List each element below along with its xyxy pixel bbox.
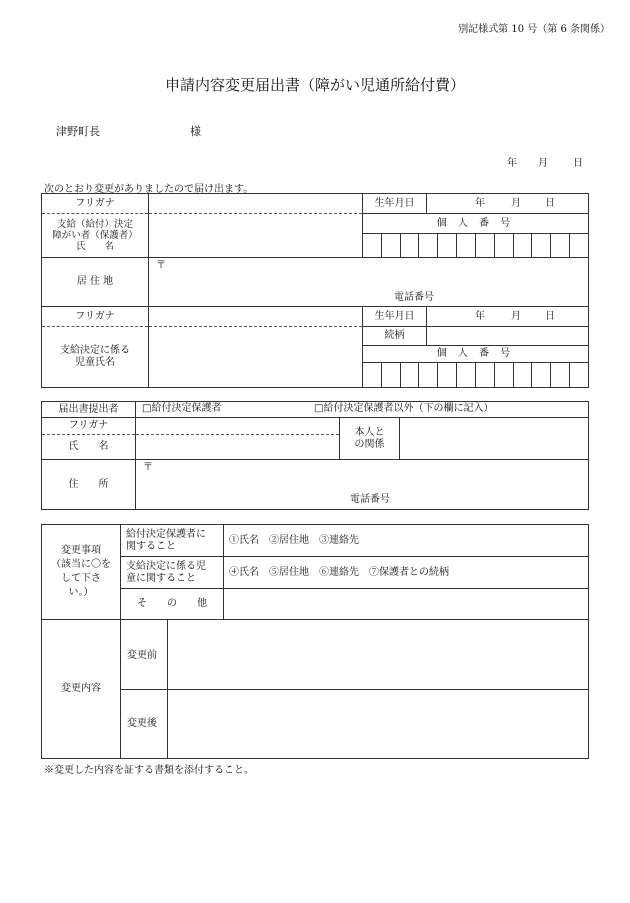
footnote: ※変更した内容を証する書類を添付すること。: [44, 765, 254, 776]
after-input[interactable]: [168, 690, 589, 759]
recipient-line1: 支給（給付）決定: [56, 219, 133, 230]
personal-number-label: 個 人 番 号: [363, 214, 589, 234]
guardian-line1: 給付決定保護者に: [126, 528, 206, 540]
address-label: 居 住 地: [42, 258, 149, 307]
submitter-furigana-label: フリガナ: [42, 418, 136, 435]
submitter-relation-label: [340, 418, 400, 460]
child-birth-input[interactable]: [427, 307, 589, 327]
addressee: 津野町長: [56, 125, 100, 138]
birth-label: 生年月日: [363, 194, 427, 214]
page-title: 申請内容変更届出書（障がい児通所給付費）: [164, 76, 465, 94]
child-name-label: [42, 327, 149, 388]
birth-input[interactable]: [427, 194, 589, 214]
recipient-line3: 氏 名: [75, 241, 114, 252]
phone-label: 電話番号: [394, 292, 434, 303]
submitter-options: [136, 402, 589, 418]
child-cat-line2: 童に関すること: [126, 572, 196, 584]
child-furigana-label: フリガナ: [42, 307, 149, 327]
change-items-line2: （該当に〇を: [51, 559, 111, 570]
submitter-name-input[interactable]: [136, 435, 340, 460]
after-label: 変更後: [121, 690, 168, 759]
other-label: そ の 他: [121, 589, 224, 620]
relation-line1: 本人と: [354, 426, 385, 438]
applicant-table: [41, 193, 589, 388]
child-birth-day: 日: [545, 311, 555, 322]
change-items-line1: 変更事項: [61, 545, 101, 556]
option-guardian-checkbox[interactable]: □給付決定保護者: [142, 403, 222, 414]
guardian-options[interactable]: ①氏名 ②居住地 ③連絡先: [224, 525, 589, 557]
child-line1: 支給決定に係る: [60, 345, 130, 356]
child-furigana-input[interactable]: [149, 307, 363, 327]
relation-label: 続柄: [363, 327, 427, 346]
date-year: 年: [507, 158, 517, 169]
birth-month: 月: [511, 198, 521, 209]
child-line2: 児童氏名: [75, 357, 115, 368]
guardian-line2: 関すること: [126, 540, 176, 552]
other-input[interactable]: [224, 589, 589, 620]
child-personal-number-input[interactable]: [363, 363, 589, 388]
submitter-postal-mark: 〒: [143, 462, 153, 473]
submitter-phone-label: 電話番号: [350, 494, 390, 505]
date-day: 日: [573, 158, 583, 169]
child-options[interactable]: ④氏名 ⑤居住地 ⑥連絡先 ⑦保護者との続柄: [224, 557, 589, 589]
furigana-input[interactable]: [149, 194, 363, 214]
before-input[interactable]: [168, 620, 589, 690]
change-items-line4: い。）: [68, 587, 94, 598]
child-category: [121, 557, 224, 589]
recipient-name-input[interactable]: [149, 214, 363, 258]
child-cat-line1: 支給決定に係る児: [126, 560, 206, 572]
date-month: 月: [538, 158, 548, 169]
address-input[interactable]: [149, 258, 589, 307]
intro-text: 次のとおり変更がありましたので届け出ます。: [44, 184, 254, 195]
change-table: [41, 524, 589, 759]
submitter-label: 届出書提出者: [42, 402, 136, 418]
form-number: 別記様式第 10 号（第 6 条関係）: [458, 24, 610, 35]
child-personal-number-label: 個 人 番 号: [363, 346, 589, 363]
submitter-name-label: 氏 名: [42, 435, 136, 460]
change-items-label: [42, 525, 121, 620]
child-name-input[interactable]: [149, 327, 363, 388]
personal-number-input[interactable]: [363, 234, 589, 258]
submitter-table: [41, 401, 589, 510]
relation-line2: の関係: [354, 438, 385, 450]
postal-mark: 〒: [156, 260, 166, 271]
honorific: 様: [190, 125, 201, 138]
birth-day: 日: [545, 198, 555, 209]
submitter-address-label: 住 所: [42, 460, 136, 510]
option-other-checkbox[interactable]: □給付決定保護者以外（下の欄に記入）: [314, 403, 494, 414]
content-label: 変更内容: [42, 620, 121, 759]
submitter-relation-input[interactable]: [400, 418, 589, 460]
relation-input[interactable]: [427, 327, 589, 346]
child-birth-year: 年: [475, 311, 485, 322]
furigana-label: フリガナ: [42, 194, 149, 214]
birth-year: 年: [475, 198, 485, 209]
recipient-line2: 障がい者（保護者）: [52, 230, 138, 241]
submitter-address-input[interactable]: [136, 460, 589, 510]
child-birth-label: 生年月日: [363, 307, 427, 327]
change-items-line3: して下さ: [61, 573, 101, 584]
recipient-name-label: [42, 214, 149, 258]
submitter-furigana-input[interactable]: [136, 418, 340, 435]
child-birth-month: 月: [511, 311, 521, 322]
guardian-category: [121, 525, 224, 557]
before-label: 変更前: [121, 620, 168, 690]
